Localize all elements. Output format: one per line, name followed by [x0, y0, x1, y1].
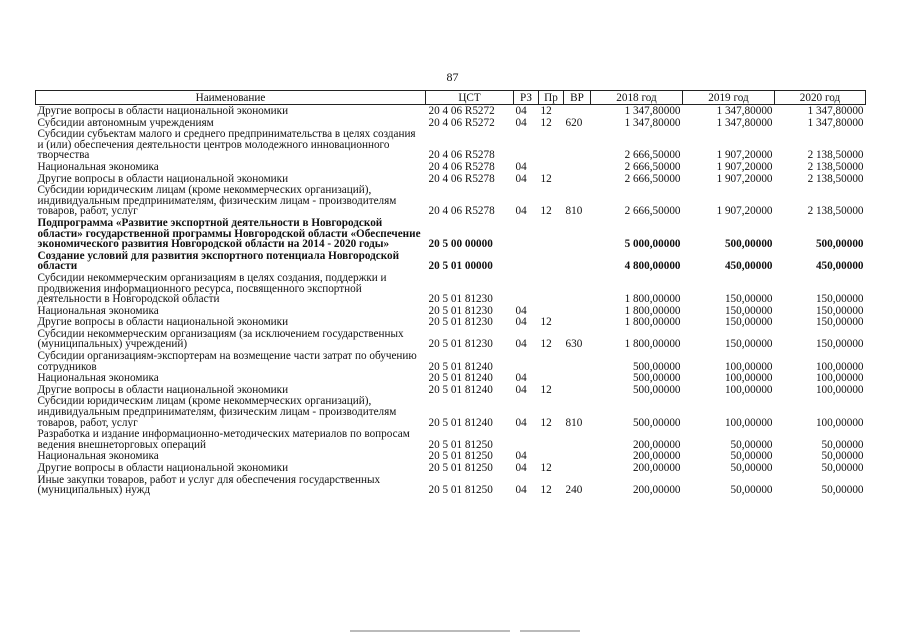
- cell-name: Субсидии организациям-экспортерам на возмещение части затрат по обучению сотрудников: [37, 350, 417, 373]
- cell-name: Национальная экономика: [37, 304, 159, 317]
- cell-pr: 12: [540, 172, 552, 185]
- cell-pr: [539, 272, 564, 305]
- cell-cst: 20 5 01 81230: [428, 316, 493, 328]
- cell-2020: 50,00000: [821, 484, 864, 496]
- cell-vr: [564, 250, 591, 272]
- cell-vr: 810: [565, 205, 583, 217]
- cell-2019: 1 347,80000: [716, 116, 773, 129]
- table-row: [36, 184, 866, 217]
- cell-2019: 150,00000: [724, 293, 773, 305]
- cell-rz: [514, 272, 539, 305]
- cell-name: Другие вопросы в области национальной экономики: [37, 316, 289, 328]
- cell-2020: 100,00000: [815, 416, 864, 429]
- cell-name: Субсидии автономным учреждениям: [37, 116, 214, 129]
- cell-2019: 1 907,20000: [716, 205, 773, 217]
- cell-2019: 150,00000: [724, 338, 773, 351]
- cell-vr: [564, 384, 591, 396]
- table-row: [36, 384, 866, 396]
- cell-2020: 50,00000: [821, 450, 864, 462]
- cell-vr: 240: [565, 484, 583, 496]
- cell-2019: 150,00000: [724, 316, 773, 328]
- cell-name: Национальная экономика: [37, 372, 159, 384]
- cell-2018: 5 000,00000: [624, 238, 681, 250]
- table-header-row: [36, 91, 866, 105]
- cell-name: Другие вопросы в области национальной экономики: [37, 105, 289, 117]
- cell-cst: 20 5 01 81250: [428, 484, 493, 496]
- table-row: [36, 217, 866, 250]
- cell-2019: 50,00000: [730, 462, 773, 474]
- cell-cst: 20 4 06 R5278: [428, 172, 495, 185]
- cell-vr: [564, 450, 591, 462]
- budget-table: [35, 90, 866, 496]
- cell-vr: [564, 462, 591, 474]
- cell-2020: 450,00000: [815, 260, 864, 272]
- header-pr: Пр: [539, 91, 564, 105]
- cell-2019: 100,00000: [724, 416, 773, 429]
- cell-2019: 1 907,20000: [716, 149, 773, 161]
- cell-rz: 04: [515, 450, 527, 462]
- cell-rz: 04: [515, 383, 527, 396]
- cell-pr: 12: [540, 316, 552, 328]
- cell-2019: 1 347,80000: [716, 105, 773, 117]
- header-cst: ЦСТ: [426, 91, 514, 105]
- cell-cst: 20 5 01 81230: [428, 338, 493, 351]
- cell-pr: 12: [540, 484, 552, 496]
- cell-name: Разработка и издание информационно-методических материалов по вопросам ведения внешнеторговых операций: [37, 428, 410, 451]
- cell-pr: [539, 305, 564, 317]
- cell-cst: 20 5 01 81250: [428, 450, 493, 462]
- cell-vr: [564, 217, 591, 250]
- cell-rz: 04: [515, 160, 527, 173]
- cell-vr: [564, 350, 591, 372]
- cell-2020: 2 138,50000: [807, 160, 864, 173]
- cell-2018: 500,00000: [632, 360, 681, 373]
- cell-2019: 100,00000: [724, 372, 773, 384]
- cell-pr: 12: [540, 116, 552, 129]
- table-row: [36, 450, 866, 462]
- cell-2018: 1 800,00000: [624, 293, 681, 305]
- table-row: [36, 350, 866, 372]
- table-row: [36, 173, 866, 185]
- cell-2018: 2 666,50000: [624, 160, 681, 173]
- cell-pr: 12: [540, 383, 552, 396]
- table-row: [36, 161, 866, 173]
- cell-pr: [539, 450, 564, 462]
- cell-rz: 04: [515, 316, 527, 328]
- cell-rz: [514, 250, 539, 272]
- header-2018: 2018 год: [591, 91, 683, 105]
- cell-pr: 12: [540, 105, 552, 117]
- cell-pr: [539, 250, 564, 272]
- cell-vr: 810: [565, 416, 583, 429]
- cell-cst: 20 5 01 81240: [428, 383, 493, 396]
- cell-2018: 2 666,50000: [624, 149, 681, 161]
- cell-pr: [539, 372, 564, 384]
- cell-cst: 20 5 01 81230: [428, 304, 493, 317]
- table-row: [36, 250, 866, 272]
- cell-rz: 04: [515, 172, 527, 185]
- table-row: [36, 128, 866, 161]
- cell-vr: [564, 105, 591, 117]
- scan-artifact: [520, 630, 580, 632]
- cell-2018: 1 347,80000: [624, 116, 681, 129]
- cell-name: Национальная экономика: [37, 160, 159, 173]
- cell-cst: 20 5 00 00000: [428, 238, 493, 250]
- cell-pr: 12: [540, 462, 552, 474]
- cell-pr: [539, 428, 564, 450]
- cell-name: Создание условий для развития экспортного потенциала Новгородской области: [37, 249, 400, 272]
- cell-pr: 12: [540, 205, 552, 217]
- cell-pr: [539, 350, 564, 372]
- cell-2018: 500,00000: [632, 372, 681, 384]
- cell-name: Субсидии юридическим лицам (кроме некоммерческих организаций), индивидуальным предпринимателям, физическим лицам - производителям товаров, работ, услуг: [37, 395, 397, 429]
- cell-2019: 50,00000: [730, 484, 773, 496]
- cell-2019: 100,00000: [724, 360, 773, 373]
- cell-cst: 20 4 06 R5272: [428, 116, 495, 129]
- table-row: [36, 117, 866, 129]
- cell-2019: 50,00000: [730, 450, 773, 462]
- cell-cst: 20 5 01 81240: [428, 416, 493, 429]
- table-row: [36, 395, 866, 428]
- cell-rz: 04: [515, 304, 527, 317]
- cell-rz: [514, 350, 539, 372]
- cell-pr: 12: [540, 416, 552, 429]
- table-row: [36, 272, 866, 305]
- page-number: 87: [446, 70, 459, 84]
- cell-name: Субсидии некоммерческим организациям в целях создания, поддержки и продвижения информационного ресурса, посвященного экспортной деятельности в Новгородской области: [37, 271, 387, 305]
- table-row: [36, 428, 866, 450]
- cell-2020: 500,00000: [815, 238, 864, 250]
- cell-2018: 1 800,00000: [624, 338, 681, 351]
- cell-2020: 150,00000: [815, 316, 864, 328]
- cell-vr: [564, 316, 591, 328]
- cell-vr: 630: [565, 338, 583, 351]
- cell-2018: 1 800,00000: [624, 316, 681, 328]
- cell-cst: 20 5 01 00000: [428, 260, 493, 272]
- table-row: [36, 305, 866, 317]
- cell-2018: 500,00000: [632, 383, 681, 396]
- cell-2018: 4 800,00000: [624, 260, 681, 272]
- cell-2019: 150,00000: [724, 304, 773, 317]
- cell-cst: 20 5 01 81240: [428, 360, 493, 373]
- header-vr: ВР: [564, 91, 591, 105]
- cell-cst: 20 5 01 81240: [428, 372, 493, 384]
- header-name: Наименование: [36, 91, 426, 105]
- cell-2018: 200,00000: [632, 484, 681, 496]
- cell-2020: 2 138,50000: [807, 205, 864, 217]
- table-row: [36, 316, 866, 328]
- cell-2020: 100,00000: [815, 383, 864, 396]
- cell-2019: 100,00000: [724, 383, 773, 396]
- cell-2020: 2 138,50000: [807, 149, 864, 161]
- cell-pr: [539, 161, 564, 173]
- cell-rz: [514, 428, 539, 450]
- header-2019: 2019 год: [683, 91, 775, 105]
- header-rz: РЗ: [514, 91, 539, 105]
- cell-rz: 04: [515, 116, 527, 129]
- cell-pr: [539, 217, 564, 250]
- cell-cst: 20 5 01 81230: [428, 293, 493, 305]
- cell-2020: 1 347,80000: [807, 105, 864, 117]
- cell-2018: 1 800,00000: [624, 304, 681, 317]
- cell-rz: [514, 128, 539, 161]
- cell-2020: 50,00000: [821, 438, 864, 451]
- cell-2020: 150,00000: [815, 338, 864, 351]
- cell-cst: 20 4 06 R5278: [428, 149, 495, 161]
- cell-2019: 50,00000: [730, 438, 773, 451]
- cell-2019: 1 907,20000: [716, 160, 773, 173]
- cell-vr: 620: [565, 116, 583, 129]
- cell-pr: [539, 128, 564, 161]
- cell-name: Другие вопросы в области национальной экономики: [37, 172, 289, 185]
- table-row: [36, 462, 866, 474]
- cell-2020: 100,00000: [815, 372, 864, 384]
- cell-rz: 04: [515, 338, 527, 351]
- cell-vr: [564, 305, 591, 317]
- cell-name: Субсидии некоммерческим организациям (за исключением государственных (муниципальных) учреждений): [37, 327, 404, 351]
- cell-vr: [564, 428, 591, 450]
- cell-2018: 2 666,50000: [624, 205, 681, 217]
- scan-artifact: [350, 630, 510, 632]
- cell-name: Субсидии юридическим лицам (кроме некоммерческих организаций), индивидуальным предпринимателям, физическим лицам - производителям товаров, работ, услуг: [37, 184, 397, 217]
- cell-name: Подпрограмма «Развитие экспортной деятельности в Новгородской области» государственной программы Новгородской области «Обеспечение экономического развития Новгородской области на 2014 - 2020 годы»: [37, 216, 421, 250]
- cell-cst: 20 4 06 R5272: [428, 105, 495, 117]
- cell-2019: 1 907,20000: [716, 172, 773, 185]
- cell-2020: 1 347,80000: [807, 116, 864, 129]
- header-2020: 2020 год: [775, 91, 866, 105]
- table-body: [36, 105, 866, 496]
- cell-2018: 200,00000: [632, 438, 681, 451]
- cell-2018: 1 347,80000: [624, 105, 681, 117]
- cell-cst: 20 4 06 R5278: [428, 160, 495, 173]
- cell-2018: 200,00000: [632, 450, 681, 462]
- cell-rz: [514, 217, 539, 250]
- table-row: [36, 105, 866, 117]
- cell-rz: 04: [515, 105, 527, 117]
- cell-name: Другие вопросы в области национальной экономики: [37, 462, 289, 474]
- cell-2020: 2 138,50000: [807, 172, 864, 185]
- cell-2020: 100,00000: [815, 360, 864, 373]
- table-row: [36, 474, 866, 496]
- cell-cst: 20 5 01 81250: [428, 438, 493, 451]
- cell-name: Иные закупки товаров, работ и услуг для обеспечения государственных (муниципальных) нужд: [37, 473, 381, 496]
- cell-2018: 500,00000: [632, 416, 681, 429]
- cell-vr: [564, 372, 591, 384]
- cell-2020: 50,00000: [821, 462, 864, 474]
- cell-vr: [564, 161, 591, 173]
- cell-name: Национальная экономика: [37, 450, 159, 462]
- cell-2020: 150,00000: [815, 293, 864, 305]
- cell-vr: [564, 272, 591, 305]
- cell-rz: 04: [515, 484, 527, 496]
- cell-2020: 150,00000: [815, 304, 864, 317]
- cell-cst: 20 5 01 81250: [428, 462, 493, 474]
- cell-vr: [564, 128, 591, 161]
- table-row: [36, 372, 866, 384]
- cell-rz: 04: [515, 205, 527, 217]
- cell-cst: 20 4 06 R5278: [428, 205, 495, 217]
- cell-2018: 200,00000: [632, 462, 681, 474]
- cell-pr: 12: [540, 338, 552, 351]
- cell-vr: [564, 173, 591, 185]
- cell-rz: 04: [515, 462, 527, 474]
- cell-rz: 04: [515, 416, 527, 429]
- cell-name: Другие вопросы в области национальной экономики: [37, 383, 289, 396]
- cell-rz: 04: [515, 372, 527, 384]
- cell-2018: 2 666,50000: [624, 172, 681, 185]
- cell-name: Субсидии субъектам малого и среднего предпринимательства в целях создания и (или) обеспечения деятельности центров молодежного инновационного творчества: [37, 128, 416, 161]
- cell-2019: 500,00000: [724, 238, 773, 250]
- table-row: [36, 328, 866, 350]
- cell-2019: 450,00000: [724, 260, 773, 272]
